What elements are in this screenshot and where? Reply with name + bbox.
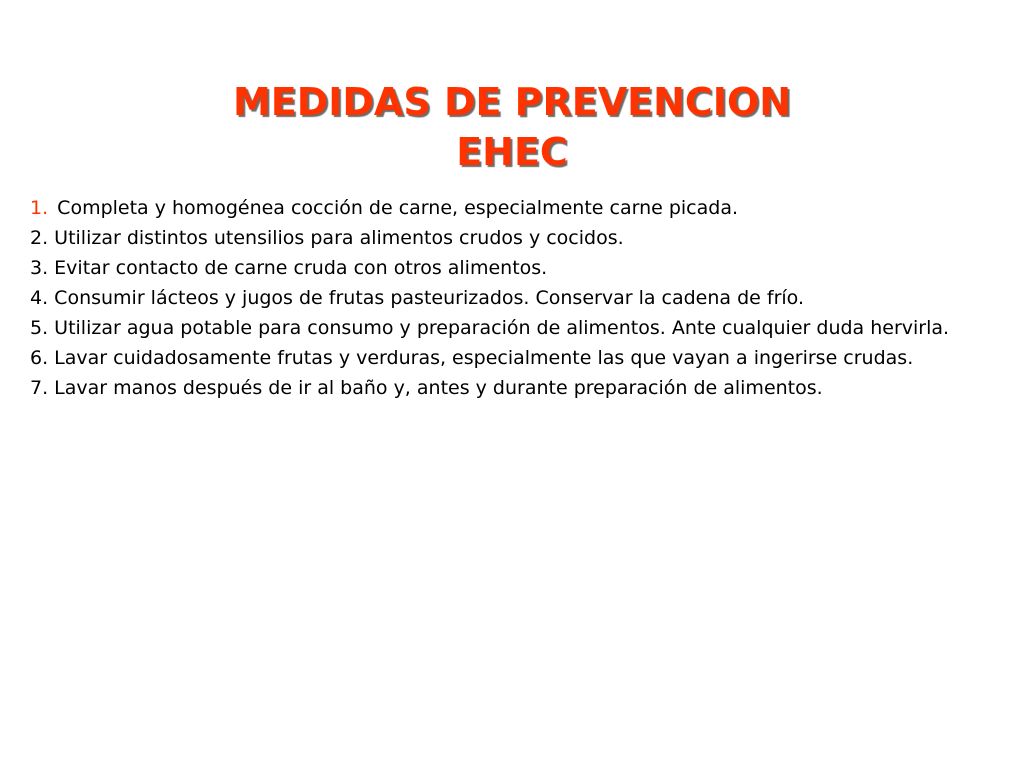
item-text: Lavar cuidadosamente frutas y verduras, especialmente las que vayan a ingerirse crudas. (54, 347, 914, 369)
item-number: 3. (30, 257, 55, 279)
item-text: Completa y homogénea cocción de carne, especialmente carne picada. (57, 197, 739, 219)
item-text: Utilizar agua potable para consumo y preparación de alimentos. Ante cualquier duda hervirla. (54, 317, 950, 339)
list-item (30, 253, 1015, 283)
item-number: 2. (30, 227, 55, 249)
item-text: Lavar manos después de ir al baño y, antes y durante preparación de alimentos. (54, 377, 823, 399)
list-item (30, 313, 1015, 343)
slide-title (0, 77, 1024, 177)
list-item (30, 193, 1015, 223)
item-number: 4. (30, 287, 55, 309)
list-item (30, 343, 1015, 373)
item-number: 7. (30, 377, 55, 399)
list-item (30, 283, 1015, 313)
item-number: 1. (30, 197, 55, 219)
title-line-1: MEDIDAS DE PREVENCION (232, 80, 792, 125)
item-text: Utilizar distintos utensilios para alimentos crudos y cocidos. (54, 227, 624, 249)
list-item (30, 223, 1015, 253)
list-item (30, 373, 1015, 403)
prevention-list (30, 193, 1015, 403)
item-number: 5. (30, 317, 55, 339)
item-text: Evitar contacto de carne cruda con otros alimentos. (54, 257, 548, 279)
item-number: 6. (30, 347, 55, 369)
title-line-2: EHEC (456, 130, 568, 175)
item-text: Consumir lácteos y jugos de frutas pasteurizados. Conservar la cadena de frío. (54, 287, 804, 309)
